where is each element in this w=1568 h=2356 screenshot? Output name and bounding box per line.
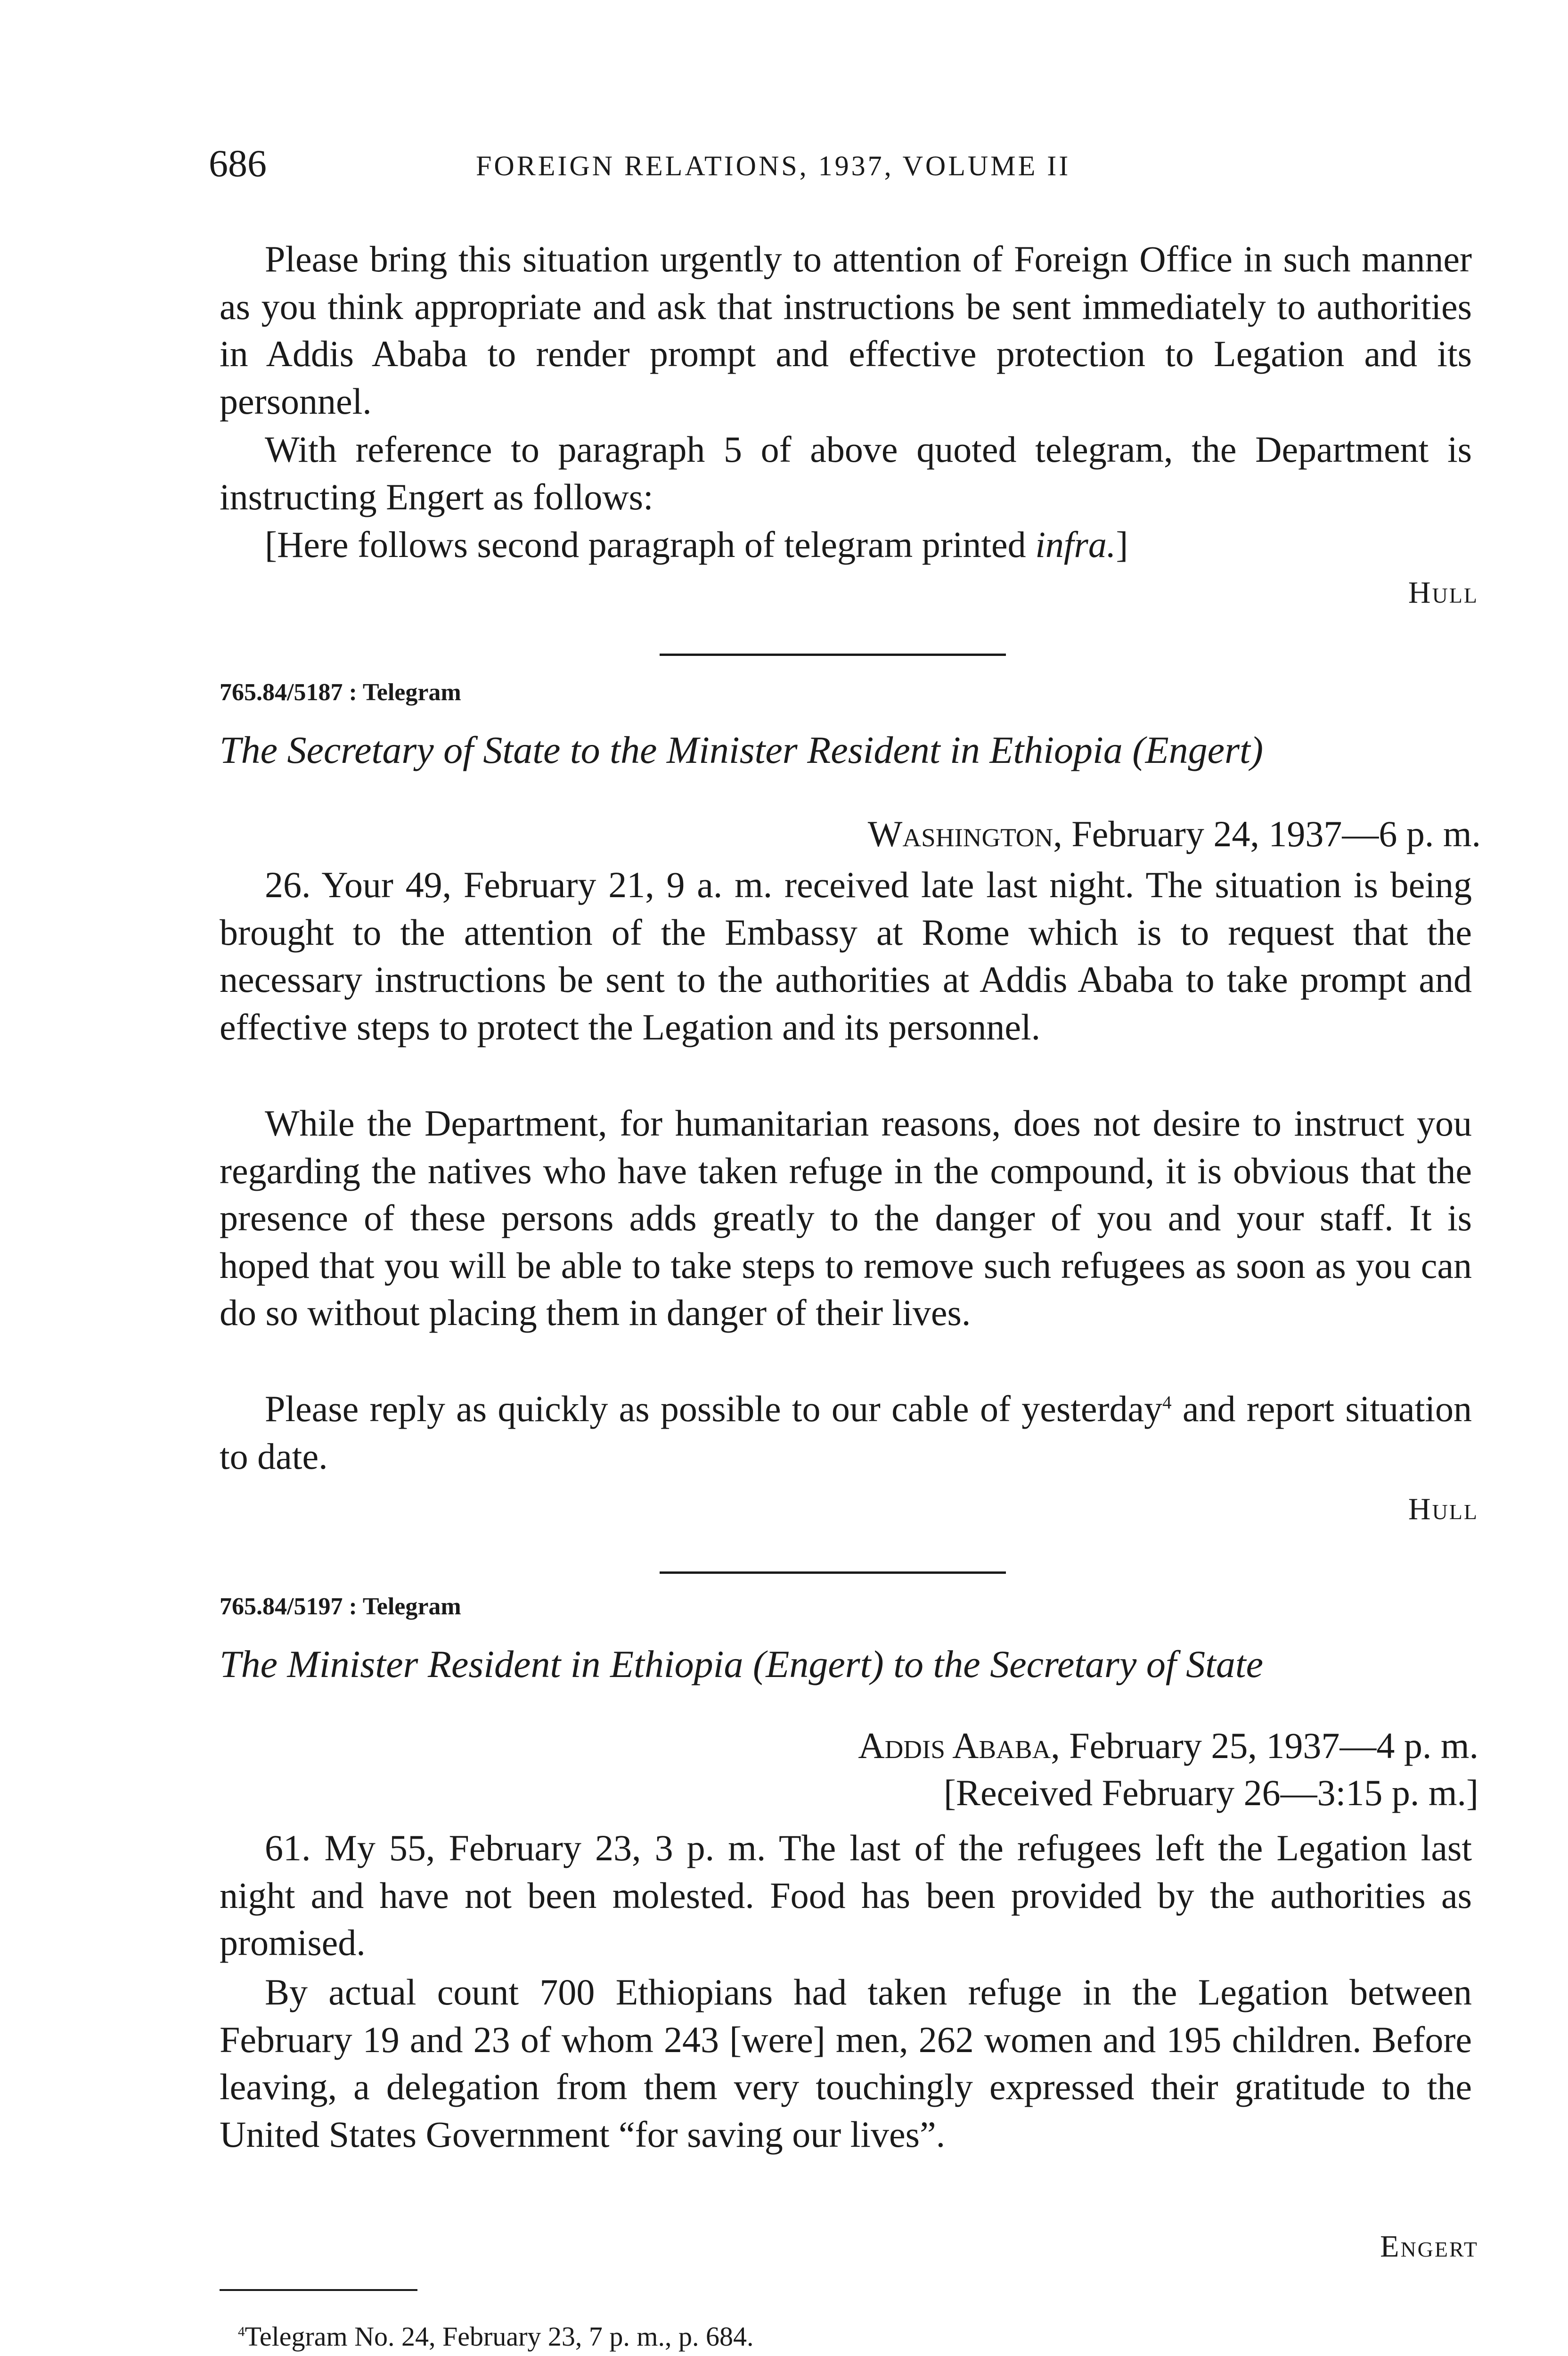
paragraph: While the Department, for humanitarian reasons, does not desire to instruct you regarding the natives who have taken refuge in the compound, it is obvious that the presence of these persons adds greatly to the danger of you and your staff. It is hoped that you will be able to take steps to remove such refugees as soon as you can do so without placing them in danger of their lives. <box>220 1103 1472 1333</box>
document-heading: The Minister Resident in Ethiopia (Engert) to the Secretary of State <box>220 1643 1264 1685</box>
file-number: 765.84/5187 : Telegram <box>220 679 461 706</box>
paragraph: 26. Your 49, February 21, 9 a. m. received late last night. The situation is being brought to the attention of the Embassy at Rome which is to request that the necessary instructions be sent to the authorities at Addis Ababa to take prompt and effective steps to protect the Legation and its personnel. <box>220 864 1472 1047</box>
footnote-rule <box>220 2289 417 2291</box>
footnote-marker: 4 <box>238 2324 245 2340</box>
paragraph: By actual count 700 Ethiopians had taken refuge in the Legation between February 19 and 23 of whom 243 [were] men, 262 women and 195 children. Before leaving, a delegation from them very touchingly expressed their gratitude to the United States Government “for saving our lives”. <box>220 1972 1472 2155</box>
signature: Engert <box>1380 2229 1478 2264</box>
dateline <box>868 813 1481 855</box>
paragraph-text: and report situation to date. <box>220 1388 1472 1477</box>
dateline-place: Washington <box>867 813 1054 854</box>
running-title: FOREIGN RELATIONS, 1937, VOLUME II <box>476 150 1071 181</box>
paragraph: With reference to paragraph 5 of above quoted telegram, the Department is instructing Engert as follows: <box>220 429 1472 517</box>
divider-rule <box>660 654 1006 656</box>
signature: Hull <box>1408 1492 1478 1526</box>
divider-rule <box>660 1571 1006 1574</box>
paragraph-text: [Here follows second paragraph of telegram printed <box>265 524 1036 565</box>
footnote-reference: 4 <box>1162 1392 1172 1413</box>
dateline-place: Addis Ababa <box>858 1725 1051 1766</box>
dateline-date: , February 24, 1937—6 p. m. <box>1053 813 1481 854</box>
paragraph-text: ] <box>1116 524 1128 565</box>
paragraph: 61. My 55, February 23, 3 p. m. The last of the refugees left the Legation last night and have not been molested. Food has been provided by the authorities as promised. <box>220 1827 1472 1963</box>
received-line: [Received February 26—3:15 p. m.] <box>943 1772 1478 1813</box>
dateline <box>858 1725 1478 1767</box>
paragraph: Please bring this situation urgently to attention of Foreign Office in such manner as you think appropriate and ask that instructions be sent immediately to authorities in Addis Ababa to render prompt and effective protection to Legation and its personnel. <box>220 238 1472 422</box>
italic-text: infra. <box>1035 524 1116 565</box>
signature: Hull <box>1408 575 1478 610</box>
paragraph <box>220 521 1472 569</box>
file-number: 765.84/5197 : Telegram <box>220 1593 461 1620</box>
footnote <box>238 2321 754 2352</box>
paragraph <box>220 1385 1472 1480</box>
page-number: 686 <box>209 142 267 185</box>
dateline-date: , February 25, 1937—4 p. m. <box>1051 1725 1478 1766</box>
document-heading: The Secretary of State to the Minister Resident in Ethiopia (Engert) <box>220 728 1264 771</box>
footnote-text: Telegram No. 24, February 23, 7 p. m., p. 684. <box>245 2321 754 2352</box>
paragraph-text: Please reply as quickly as possible to our cable of yesterday <box>265 1388 1163 1429</box>
